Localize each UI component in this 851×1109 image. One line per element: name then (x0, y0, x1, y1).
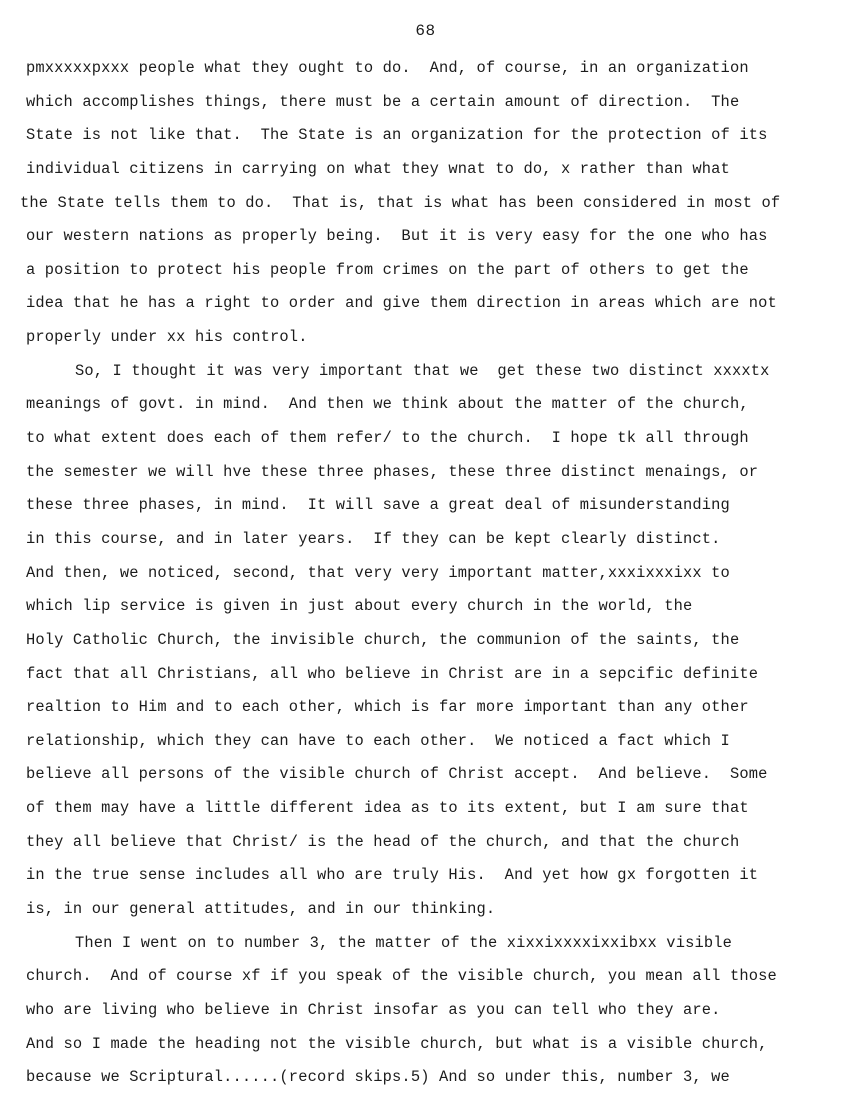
text-line: in this course, and in later years. If they can be kept clearly distinct. (26, 529, 721, 548)
page-number: 68 (415, 22, 436, 40)
text-line: the semester we will hve these three phases, these three distinct menaings, or (26, 462, 759, 481)
text-line: Holy Catholic Church, the invisible church, the communion of the saints, the (26, 630, 740, 649)
text-line: which lip service is given in just about every church in the world, the (26, 597, 693, 616)
text-line: And so I made the heading not the visible church, but what is a visible church, (26, 1034, 768, 1053)
text-line: these three phases, in mind. It will save a great deal of misunderstanding (26, 496, 730, 515)
text-line: church. And of course xf if you speak of the visible church, you mean all those (26, 967, 777, 986)
text-line: idea that he has a right to order and give them direction in areas which are not (26, 294, 777, 313)
paragraph-start-line: Then I went on to number 3, the matter of the xixxixxxxixxibxx visible (75, 933, 733, 952)
text-line: the State tells them to do. That is, that is what has been considered in most of (20, 193, 781, 212)
text-line: meanings of govt. in mind. And then we think about the matter of the church, (26, 395, 749, 414)
text-line: in the true sense includes all who are truly His. And yet how gx forgotten it (26, 866, 759, 885)
text-line: is, in our general attitudes, and in our thinking. (26, 900, 496, 919)
page-body-text (20, 56, 838, 1099)
text-line: And then, we noticed, second, that very very important matter,xxxixxxixx to (26, 563, 730, 582)
text-line: a position to protect his people from crimes on the part of others to get the (26, 260, 749, 279)
text-line: State is not like that. The State is an organization for the protection of its (26, 126, 768, 145)
paragraph-start-line: So, I thought it was very important that we get these two distinct xxxxtx (75, 361, 770, 380)
text-line: they all believe that Christ/ is the head of the church, and that the church (26, 832, 740, 851)
text-line: who are living who believe in Christ insofar as you can tell who they are. (26, 1000, 721, 1019)
text-line: realtion to Him and to each other, which is far more important than any other (26, 698, 749, 717)
text-line: individual citizens in carrying on what they wnat to do, x rather than what (26, 159, 730, 178)
text-line: which accomplishes things, there must be a certain amount of direction. The (26, 92, 740, 111)
text-line: pmxxxxxpxxx people what they ought to do. And, of course, in an organization (26, 59, 749, 77)
text-line: of them may have a little different idea as to its extent, but I am sure that (26, 799, 749, 818)
text-line: our western nations as properly being. But it is very easy for the one who has (26, 227, 768, 246)
text-line: because we Scriptural......(record skips.5) And so under this, number 3, we (26, 1068, 730, 1087)
text-line: to what extent does each of them refer/ to the church. I hope tk all through (26, 429, 749, 448)
text-line: believe all persons of the visible church of Christ accept. And believe. Some (26, 765, 768, 784)
text-line: properly under xx his control. (26, 328, 308, 347)
text-line: fact that all Christians, all who believe in Christ are in a sepcific definite (26, 664, 759, 683)
text-line: relationship, which they can have to each other. We noticed a fact which I (26, 731, 730, 750)
